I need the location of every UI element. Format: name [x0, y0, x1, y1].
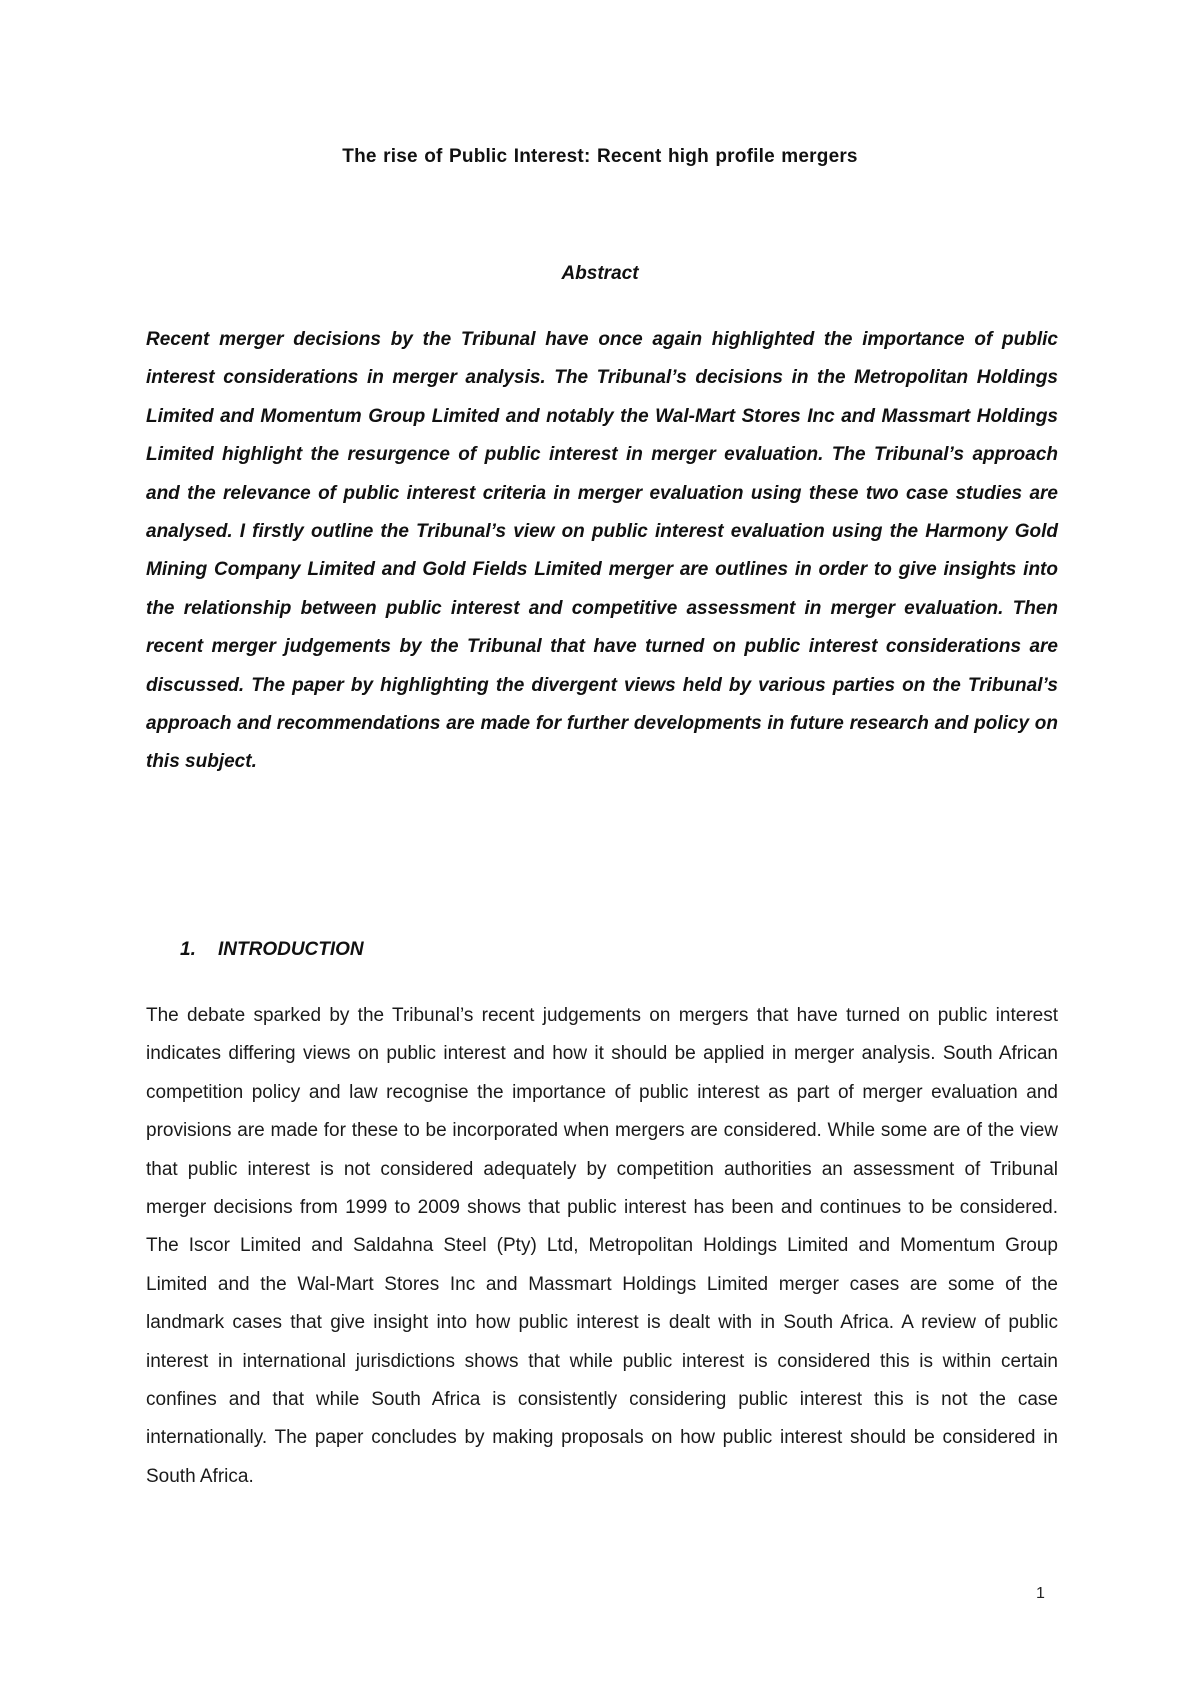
page-number: 1	[1036, 1585, 1045, 1602]
section-number: 1.	[180, 939, 196, 960]
abstract-heading: Abstract	[561, 263, 639, 284]
section-title: INTRODUCTION	[218, 939, 364, 960]
introduction-paragraph: The debate sparked by the Tribunal’s recent judgements on mergers that have turned on public interest indicates differing views on public interest and how it should be applied in merger analysis. South African competition policy and law recognise the importance of public interest as part of merger evaluation and provisions are made for these to be incorporated when mergers are considered. While some are of the view that public interest is not considered adequately by competition authorities an assessment of Tribunal merger decisions from 1999 to 2009 shows that public interest has been and continues to be considered. The Iscor Limited and Saldahna Steel (Pty) Ltd, Metropolitan Holdings Limited and Momentum Group Limited and the Wal-Mart Stores Inc and Massmart Holdings Limited merger cases are some of the landmark cases that give insight into how public interest is dealt with in South Africa. A review of public interest in international jurisdictions shows that while public interest is considered this is within certain confines and that while South Africa is consistently considering public interest this is not the case internationally. The paper concludes by making proposals on how public interest should be considered in South Africa.	[146, 1005, 1058, 1487]
section-heading-introduction	[180, 939, 364, 961]
abstract-paragraph: Recent merger decisions by the Tribunal have once again highlighted the importance of public interest considerations in merger analysis. The Tribunal’s decisions in the Metropolitan Holdings Limited and Momentum Group Limited and notably the Wal-Mart Stores Inc and Massmart Holdings Limited highlight the resurgence of public interest in merger evaluation. The Tribunal’s approach and the relevance of public interest criteria in merger evaluation using these two case studies are analysed. I firstly outline the Tribunal’s view on public interest evaluation using the Harmony Gold Mining Company Limited and Gold Fields Limited merger are outlines in order to give insights into the relationship between public interest and competitive assessment in merger evaluation. Then recent merger judgements by the Tribunal that have turned on public interest considerations are discussed. The paper by highlighting the divergent views held by various parties on the Tribunal’s approach and recommendations are made for further developments in future research and policy on this subject.	[146, 329, 1058, 773]
document-title: The rise of Public Interest: Recent high profile mergers	[342, 146, 858, 167]
